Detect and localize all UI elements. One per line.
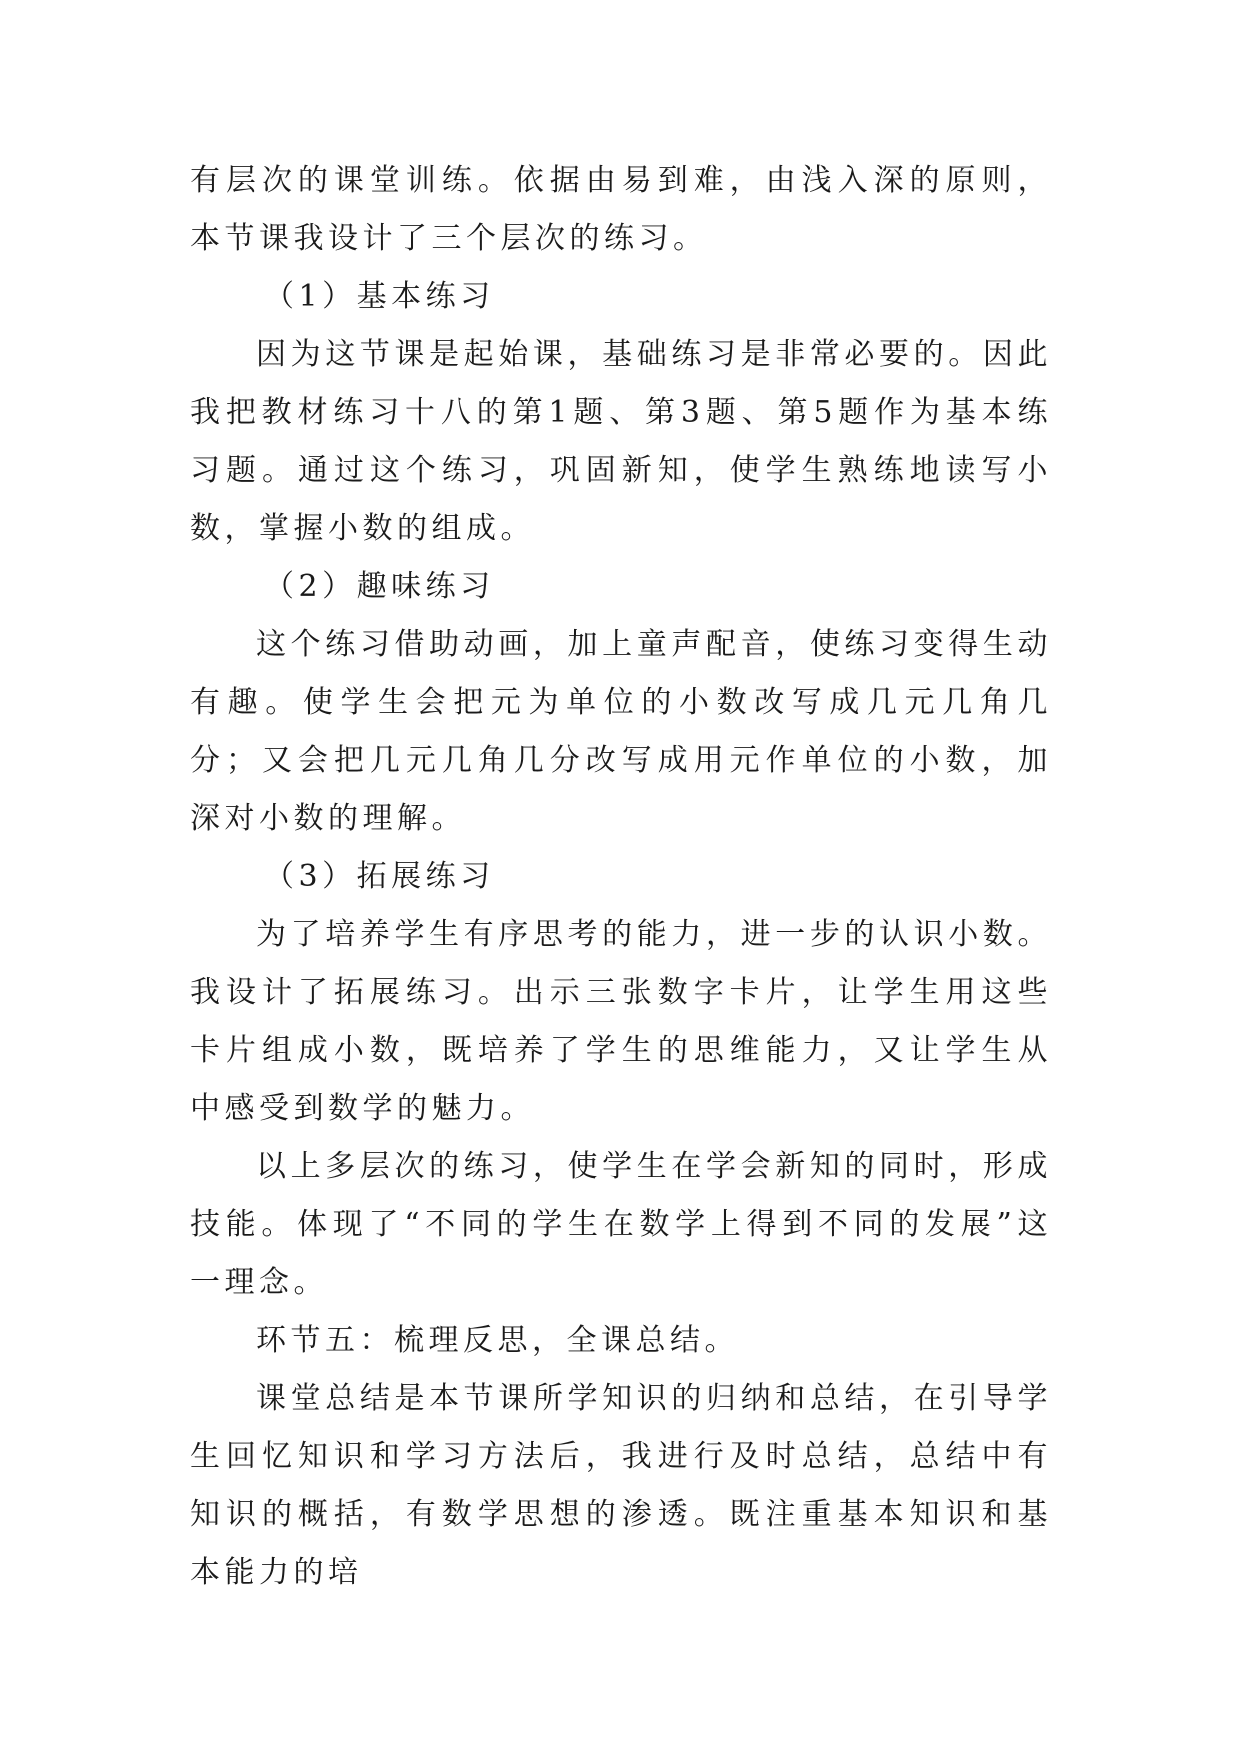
document-body bbox=[190, 152, 1052, 1602]
paragraph-class-summary: 课堂总结是本节课所学知识的归纳和总结，在引导学生回忆知识和学习方法后，我进行及时总结，总结中有知识的概括，有数学思想的渗透。既注重基本知识和基本能力的培 bbox=[190, 1381, 1052, 1590]
paragraph-basic-practice: 因为这节课是起始课，基础练习是非常必要的。因此我把教材练习十八的第1题、第3题、第5题作为基本练习题。通过这个练习，巩固新知，使学生熟练地读写小数，掌握小数的组成。 bbox=[190, 337, 1052, 546]
heading-basic-practice: （1）基本练习 bbox=[264, 279, 495, 314]
paragraph-fun-practice: 这个练习借助动画，加上童声配音，使练习变得生动有趣。使学生会把元为单位的小数改写成几元几角几分；又会把几元几角几分改写成用元作单位的小数，加深对小数的理解。 bbox=[190, 627, 1052, 836]
heading-fun-practice: （2）趣味练习 bbox=[264, 569, 495, 604]
paragraph-practice-summary: 以上多层次的练习，使学生在学会新知的同时，形成技能。体现了“不同的学生在数学上得到不同的发展”这一理念。 bbox=[190, 1149, 1052, 1300]
paragraph-continued: 有层次的课堂训练。依据由易到难，由浅入深的原则，本节课我设计了三个层次的练习。 bbox=[190, 163, 1052, 256]
heading-extension-practice: （3）拓展练习 bbox=[264, 859, 495, 894]
section-five-title: 环节五：梳理反思，全课总结。 bbox=[256, 1323, 739, 1358]
paragraph-extension-practice: 为了培养学生有序思考的能力，进一步的认识小数。我设计了拓展练习。出示三张数字卡片，让学生用这些卡片组成小数，既培养了学生的思维能力，又让学生从中感受到数学的魅力。 bbox=[190, 917, 1052, 1126]
